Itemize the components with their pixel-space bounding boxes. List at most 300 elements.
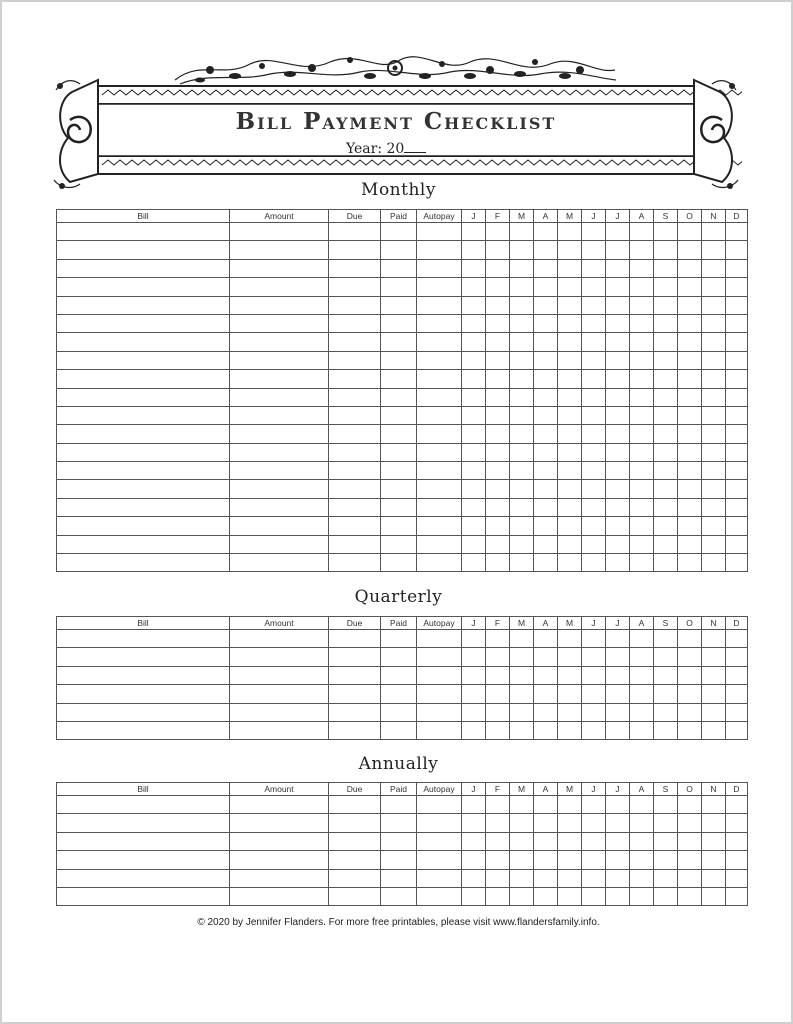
entry-cell[interactable] bbox=[57, 796, 230, 814]
entry-cell[interactable] bbox=[381, 370, 417, 388]
entry-cell[interactable] bbox=[630, 296, 654, 314]
entry-cell[interactable] bbox=[726, 351, 748, 369]
entry-cell[interactable] bbox=[230, 648, 329, 666]
entry-cell[interactable] bbox=[702, 630, 726, 648]
entry-cell[interactable] bbox=[510, 498, 534, 516]
entry-cell[interactable] bbox=[678, 223, 702, 241]
entry-cell[interactable] bbox=[510, 832, 534, 850]
entry-cell[interactable] bbox=[726, 425, 748, 443]
entry-cell[interactable] bbox=[230, 869, 329, 887]
entry-cell[interactable] bbox=[510, 462, 534, 480]
entry-cell[interactable] bbox=[57, 703, 230, 721]
entry-cell[interactable] bbox=[534, 814, 558, 832]
entry-cell[interactable] bbox=[230, 223, 329, 241]
entry-cell[interactable] bbox=[606, 554, 630, 572]
entry-cell[interactable] bbox=[654, 278, 678, 296]
entry-cell[interactable] bbox=[654, 462, 678, 480]
entry-cell[interactable] bbox=[534, 388, 558, 406]
entry-cell[interactable] bbox=[486, 648, 510, 666]
entry-cell[interactable] bbox=[329, 814, 381, 832]
entry-cell[interactable] bbox=[230, 517, 329, 535]
entry-cell[interactable] bbox=[417, 406, 462, 424]
entry-cell[interactable] bbox=[329, 223, 381, 241]
entry-cell[interactable] bbox=[462, 703, 486, 721]
entry-cell[interactable] bbox=[381, 666, 417, 684]
entry-cell[interactable] bbox=[558, 498, 582, 516]
entry-cell[interactable] bbox=[381, 851, 417, 869]
entry-cell[interactable] bbox=[417, 314, 462, 332]
entry-cell[interactable] bbox=[417, 869, 462, 887]
entry-cell[interactable] bbox=[558, 462, 582, 480]
entry-cell[interactable] bbox=[654, 851, 678, 869]
entry-cell[interactable] bbox=[606, 223, 630, 241]
entry-cell[interactable] bbox=[57, 498, 230, 516]
entry-cell[interactable] bbox=[486, 223, 510, 241]
entry-cell[interactable] bbox=[654, 480, 678, 498]
entry-cell[interactable] bbox=[510, 796, 534, 814]
entry-cell[interactable] bbox=[654, 370, 678, 388]
entry-cell[interactable] bbox=[329, 832, 381, 850]
entry-cell[interactable] bbox=[510, 648, 534, 666]
entry-cell[interactable] bbox=[582, 796, 606, 814]
entry-cell[interactable] bbox=[230, 406, 329, 424]
entry-cell[interactable] bbox=[381, 685, 417, 703]
entry-cell[interactable] bbox=[678, 296, 702, 314]
entry-cell[interactable] bbox=[678, 630, 702, 648]
entry-cell[interactable] bbox=[329, 666, 381, 684]
entry-cell[interactable] bbox=[726, 721, 748, 739]
entry-cell[interactable] bbox=[510, 721, 534, 739]
entry-cell[interactable] bbox=[582, 498, 606, 516]
entry-cell[interactable] bbox=[486, 685, 510, 703]
entry-cell[interactable] bbox=[486, 796, 510, 814]
entry-cell[interactable] bbox=[381, 869, 417, 887]
entry-cell[interactable] bbox=[462, 517, 486, 535]
entry-cell[interactable] bbox=[57, 259, 230, 277]
entry-cell[interactable] bbox=[462, 370, 486, 388]
entry-cell[interactable] bbox=[462, 443, 486, 461]
entry-cell[interactable] bbox=[558, 223, 582, 241]
entry-cell[interactable] bbox=[486, 703, 510, 721]
entry-cell[interactable] bbox=[230, 796, 329, 814]
entry-cell[interactable] bbox=[381, 480, 417, 498]
entry-cell[interactable] bbox=[57, 517, 230, 535]
entry-cell[interactable] bbox=[678, 351, 702, 369]
entry-cell[interactable] bbox=[702, 314, 726, 332]
entry-cell[interactable] bbox=[630, 851, 654, 869]
entry-cell[interactable] bbox=[510, 314, 534, 332]
entry-cell[interactable] bbox=[230, 814, 329, 832]
entry-cell[interactable] bbox=[678, 333, 702, 351]
entry-cell[interactable] bbox=[381, 535, 417, 553]
entry-cell[interactable] bbox=[582, 296, 606, 314]
entry-cell[interactable] bbox=[462, 851, 486, 869]
entry-cell[interactable] bbox=[630, 685, 654, 703]
entry-cell[interactable] bbox=[534, 517, 558, 535]
entry-cell[interactable] bbox=[558, 443, 582, 461]
entry-cell[interactable] bbox=[678, 554, 702, 572]
entry-cell[interactable] bbox=[654, 869, 678, 887]
entry-cell[interactable] bbox=[486, 554, 510, 572]
entry-cell[interactable] bbox=[381, 814, 417, 832]
entry-cell[interactable] bbox=[381, 630, 417, 648]
entry-cell[interactable] bbox=[678, 498, 702, 516]
entry-cell[interactable] bbox=[486, 406, 510, 424]
entry-cell[interactable] bbox=[558, 370, 582, 388]
entry-cell[interactable] bbox=[702, 666, 726, 684]
entry-cell[interactable] bbox=[381, 443, 417, 461]
entry-cell[interactable] bbox=[630, 703, 654, 721]
entry-cell[interactable] bbox=[417, 851, 462, 869]
entry-cell[interactable] bbox=[230, 685, 329, 703]
entry-cell[interactable] bbox=[230, 259, 329, 277]
entry-cell[interactable] bbox=[230, 443, 329, 461]
entry-cell[interactable] bbox=[606, 370, 630, 388]
entry-cell[interactable] bbox=[57, 241, 230, 259]
entry-cell[interactable] bbox=[381, 296, 417, 314]
entry-cell[interactable] bbox=[582, 869, 606, 887]
entry-cell[interactable] bbox=[381, 406, 417, 424]
entry-cell[interactable] bbox=[606, 887, 630, 905]
entry-cell[interactable] bbox=[582, 887, 606, 905]
entry-cell[interactable] bbox=[462, 333, 486, 351]
entry-cell[interactable] bbox=[606, 314, 630, 332]
entry-cell[interactable] bbox=[606, 630, 630, 648]
entry-cell[interactable] bbox=[654, 535, 678, 553]
entry-cell[interactable] bbox=[417, 443, 462, 461]
entry-cell[interactable] bbox=[726, 630, 748, 648]
entry-cell[interactable] bbox=[702, 887, 726, 905]
entry-cell[interactable] bbox=[510, 887, 534, 905]
entry-cell[interactable] bbox=[462, 406, 486, 424]
entry-cell[interactable] bbox=[230, 887, 329, 905]
entry-cell[interactable] bbox=[702, 869, 726, 887]
entry-cell[interactable] bbox=[534, 480, 558, 498]
entry-cell[interactable] bbox=[417, 814, 462, 832]
entry-cell[interactable] bbox=[510, 517, 534, 535]
entry-cell[interactable] bbox=[417, 480, 462, 498]
entry-cell[interactable] bbox=[726, 814, 748, 832]
entry-cell[interactable] bbox=[534, 425, 558, 443]
entry-cell[interactable] bbox=[381, 223, 417, 241]
entry-cell[interactable] bbox=[726, 406, 748, 424]
entry-cell[interactable] bbox=[462, 241, 486, 259]
entry-cell[interactable] bbox=[329, 333, 381, 351]
entry-cell[interactable] bbox=[726, 796, 748, 814]
entry-cell[interactable] bbox=[630, 832, 654, 850]
entry-cell[interactable] bbox=[630, 648, 654, 666]
entry-cell[interactable] bbox=[57, 314, 230, 332]
entry-cell[interactable] bbox=[510, 241, 534, 259]
entry-cell[interactable] bbox=[606, 703, 630, 721]
entry-cell[interactable] bbox=[678, 703, 702, 721]
entry-cell[interactable] bbox=[678, 370, 702, 388]
entry-cell[interactable] bbox=[582, 388, 606, 406]
entry-cell[interactable] bbox=[381, 554, 417, 572]
entry-cell[interactable] bbox=[57, 685, 230, 703]
entry-cell[interactable] bbox=[702, 721, 726, 739]
entry-cell[interactable] bbox=[726, 554, 748, 572]
entry-cell[interactable] bbox=[534, 278, 558, 296]
entry-cell[interactable] bbox=[678, 685, 702, 703]
entry-cell[interactable] bbox=[558, 425, 582, 443]
entry-cell[interactable] bbox=[462, 648, 486, 666]
entry-cell[interactable] bbox=[606, 721, 630, 739]
entry-cell[interactable] bbox=[534, 296, 558, 314]
entry-cell[interactable] bbox=[534, 666, 558, 684]
entry-cell[interactable] bbox=[57, 648, 230, 666]
entry-cell[interactable] bbox=[654, 666, 678, 684]
entry-cell[interactable] bbox=[606, 480, 630, 498]
entry-cell[interactable] bbox=[534, 630, 558, 648]
entry-cell[interactable] bbox=[57, 296, 230, 314]
entry-cell[interactable] bbox=[486, 370, 510, 388]
entry-cell[interactable] bbox=[381, 887, 417, 905]
entry-cell[interactable] bbox=[534, 832, 558, 850]
entry-cell[interactable] bbox=[630, 259, 654, 277]
entry-cell[interactable] bbox=[329, 887, 381, 905]
entry-cell[interactable] bbox=[510, 278, 534, 296]
entry-cell[interactable] bbox=[654, 443, 678, 461]
entry-cell[interactable] bbox=[510, 630, 534, 648]
entry-cell[interactable] bbox=[606, 333, 630, 351]
entry-cell[interactable] bbox=[230, 554, 329, 572]
entry-cell[interactable] bbox=[726, 535, 748, 553]
entry-cell[interactable] bbox=[486, 869, 510, 887]
entry-cell[interactable] bbox=[630, 721, 654, 739]
entry-cell[interactable] bbox=[582, 814, 606, 832]
entry-cell[interactable] bbox=[329, 278, 381, 296]
entry-cell[interactable] bbox=[534, 462, 558, 480]
entry-cell[interactable] bbox=[462, 869, 486, 887]
entry-cell[interactable] bbox=[57, 887, 230, 905]
entry-cell[interactable] bbox=[558, 630, 582, 648]
entry-cell[interactable] bbox=[510, 388, 534, 406]
entry-cell[interactable] bbox=[630, 333, 654, 351]
entry-cell[interactable] bbox=[606, 241, 630, 259]
entry-cell[interactable] bbox=[726, 443, 748, 461]
entry-cell[interactable] bbox=[702, 296, 726, 314]
entry-cell[interactable] bbox=[654, 887, 678, 905]
entry-cell[interactable] bbox=[462, 462, 486, 480]
entry-cell[interactable] bbox=[558, 535, 582, 553]
entry-cell[interactable] bbox=[230, 425, 329, 443]
entry-cell[interactable] bbox=[57, 388, 230, 406]
entry-cell[interactable] bbox=[654, 517, 678, 535]
entry-cell[interactable] bbox=[726, 462, 748, 480]
entry-cell[interactable] bbox=[381, 517, 417, 535]
entry-cell[interactable] bbox=[381, 721, 417, 739]
entry-cell[interactable] bbox=[654, 648, 678, 666]
entry-cell[interactable] bbox=[486, 425, 510, 443]
entry-cell[interactable] bbox=[702, 832, 726, 850]
entry-cell[interactable] bbox=[606, 869, 630, 887]
entry-cell[interactable] bbox=[417, 535, 462, 553]
entry-cell[interactable] bbox=[230, 630, 329, 648]
entry-cell[interactable] bbox=[462, 480, 486, 498]
entry-cell[interactable] bbox=[417, 259, 462, 277]
entry-cell[interactable] bbox=[417, 887, 462, 905]
entry-cell[interactable] bbox=[510, 223, 534, 241]
entry-cell[interactable] bbox=[702, 498, 726, 516]
entry-cell[interactable] bbox=[702, 425, 726, 443]
entry-cell[interactable] bbox=[486, 333, 510, 351]
entry-cell[interactable] bbox=[417, 703, 462, 721]
entry-cell[interactable] bbox=[462, 278, 486, 296]
entry-cell[interactable] bbox=[726, 278, 748, 296]
entry-cell[interactable] bbox=[381, 333, 417, 351]
entry-cell[interactable] bbox=[57, 869, 230, 887]
entry-cell[interactable] bbox=[329, 241, 381, 259]
entry-cell[interactable] bbox=[606, 666, 630, 684]
entry-cell[interactable] bbox=[417, 425, 462, 443]
entry-cell[interactable] bbox=[230, 832, 329, 850]
entry-cell[interactable] bbox=[726, 498, 748, 516]
entry-cell[interactable] bbox=[606, 259, 630, 277]
entry-cell[interactable] bbox=[230, 666, 329, 684]
entry-cell[interactable] bbox=[57, 351, 230, 369]
entry-cell[interactable] bbox=[329, 314, 381, 332]
entry-cell[interactable] bbox=[726, 887, 748, 905]
entry-cell[interactable] bbox=[486, 241, 510, 259]
entry-cell[interactable] bbox=[486, 517, 510, 535]
entry-cell[interactable] bbox=[57, 814, 230, 832]
entry-cell[interactable] bbox=[329, 554, 381, 572]
entry-cell[interactable] bbox=[329, 296, 381, 314]
entry-cell[interactable] bbox=[726, 370, 748, 388]
entry-cell[interactable] bbox=[486, 314, 510, 332]
entry-cell[interactable] bbox=[486, 480, 510, 498]
entry-cell[interactable] bbox=[534, 241, 558, 259]
entry-cell[interactable] bbox=[558, 314, 582, 332]
entry-cell[interactable] bbox=[462, 685, 486, 703]
entry-cell[interactable] bbox=[630, 796, 654, 814]
entry-cell[interactable] bbox=[230, 370, 329, 388]
entry-cell[interactable] bbox=[606, 425, 630, 443]
entry-cell[interactable] bbox=[462, 832, 486, 850]
entry-cell[interactable] bbox=[678, 721, 702, 739]
entry-cell[interactable] bbox=[582, 648, 606, 666]
entry-cell[interactable] bbox=[678, 796, 702, 814]
entry-cell[interactable] bbox=[230, 388, 329, 406]
entry-cell[interactable] bbox=[630, 666, 654, 684]
entry-cell[interactable] bbox=[702, 443, 726, 461]
entry-cell[interactable] bbox=[230, 498, 329, 516]
entry-cell[interactable] bbox=[486, 296, 510, 314]
entry-cell[interactable] bbox=[606, 648, 630, 666]
entry-cell[interactable] bbox=[654, 351, 678, 369]
entry-cell[interactable] bbox=[417, 296, 462, 314]
entry-cell[interactable] bbox=[230, 314, 329, 332]
entry-cell[interactable] bbox=[381, 498, 417, 516]
entry-cell[interactable] bbox=[57, 535, 230, 553]
entry-cell[interactable] bbox=[381, 351, 417, 369]
entry-cell[interactable] bbox=[230, 333, 329, 351]
entry-cell[interactable] bbox=[510, 333, 534, 351]
entry-cell[interactable] bbox=[702, 796, 726, 814]
entry-cell[interactable] bbox=[630, 223, 654, 241]
entry-cell[interactable] bbox=[486, 630, 510, 648]
entry-cell[interactable] bbox=[582, 370, 606, 388]
entry-cell[interactable] bbox=[558, 278, 582, 296]
entry-cell[interactable] bbox=[726, 296, 748, 314]
entry-cell[interactable] bbox=[329, 703, 381, 721]
entry-cell[interactable] bbox=[558, 851, 582, 869]
entry-cell[interactable] bbox=[702, 480, 726, 498]
entry-cell[interactable] bbox=[381, 462, 417, 480]
entry-cell[interactable] bbox=[582, 517, 606, 535]
entry-cell[interactable] bbox=[57, 462, 230, 480]
entry-cell[interactable] bbox=[558, 703, 582, 721]
entry-cell[interactable] bbox=[417, 351, 462, 369]
entry-cell[interactable] bbox=[534, 314, 558, 332]
entry-cell[interactable] bbox=[381, 703, 417, 721]
entry-cell[interactable] bbox=[230, 351, 329, 369]
entry-cell[interactable] bbox=[329, 517, 381, 535]
entry-cell[interactable] bbox=[702, 259, 726, 277]
entry-cell[interactable] bbox=[726, 832, 748, 850]
entry-cell[interactable] bbox=[462, 796, 486, 814]
entry-cell[interactable] bbox=[558, 406, 582, 424]
entry-cell[interactable] bbox=[510, 480, 534, 498]
entry-cell[interactable] bbox=[230, 721, 329, 739]
entry-cell[interactable] bbox=[417, 388, 462, 406]
entry-cell[interactable] bbox=[582, 314, 606, 332]
entry-cell[interactable] bbox=[630, 554, 654, 572]
entry-cell[interactable] bbox=[57, 406, 230, 424]
entry-cell[interactable] bbox=[57, 278, 230, 296]
entry-cell[interactable] bbox=[606, 278, 630, 296]
entry-cell[interactable] bbox=[462, 314, 486, 332]
entry-cell[interactable] bbox=[606, 406, 630, 424]
entry-cell[interactable] bbox=[462, 721, 486, 739]
entry-cell[interactable] bbox=[654, 685, 678, 703]
entry-cell[interactable] bbox=[558, 388, 582, 406]
entry-cell[interactable] bbox=[462, 296, 486, 314]
entry-cell[interactable] bbox=[702, 535, 726, 553]
entry-cell[interactable] bbox=[558, 351, 582, 369]
entry-cell[interactable] bbox=[702, 554, 726, 572]
entry-cell[interactable] bbox=[582, 851, 606, 869]
entry-cell[interactable] bbox=[329, 630, 381, 648]
entry-cell[interactable] bbox=[534, 721, 558, 739]
entry-cell[interactable] bbox=[486, 814, 510, 832]
entry-cell[interactable] bbox=[381, 278, 417, 296]
entry-cell[interactable] bbox=[582, 832, 606, 850]
entry-cell[interactable] bbox=[582, 721, 606, 739]
entry-cell[interactable] bbox=[630, 535, 654, 553]
entry-cell[interactable] bbox=[606, 851, 630, 869]
entry-cell[interactable] bbox=[381, 648, 417, 666]
entry-cell[interactable] bbox=[329, 351, 381, 369]
entry-cell[interactable] bbox=[606, 443, 630, 461]
entry-cell[interactable] bbox=[678, 406, 702, 424]
entry-cell[interactable] bbox=[486, 351, 510, 369]
entry-cell[interactable] bbox=[57, 425, 230, 443]
entry-cell[interactable] bbox=[630, 480, 654, 498]
entry-cell[interactable] bbox=[582, 223, 606, 241]
entry-cell[interactable] bbox=[654, 554, 678, 572]
entry-cell[interactable] bbox=[654, 223, 678, 241]
entry-cell[interactable] bbox=[417, 554, 462, 572]
entry-cell[interactable] bbox=[486, 259, 510, 277]
entry-cell[interactable] bbox=[462, 351, 486, 369]
entry-cell[interactable] bbox=[630, 388, 654, 406]
entry-cell[interactable] bbox=[726, 480, 748, 498]
entry-cell[interactable] bbox=[582, 630, 606, 648]
entry-cell[interactable] bbox=[417, 223, 462, 241]
entry-cell[interactable] bbox=[57, 666, 230, 684]
